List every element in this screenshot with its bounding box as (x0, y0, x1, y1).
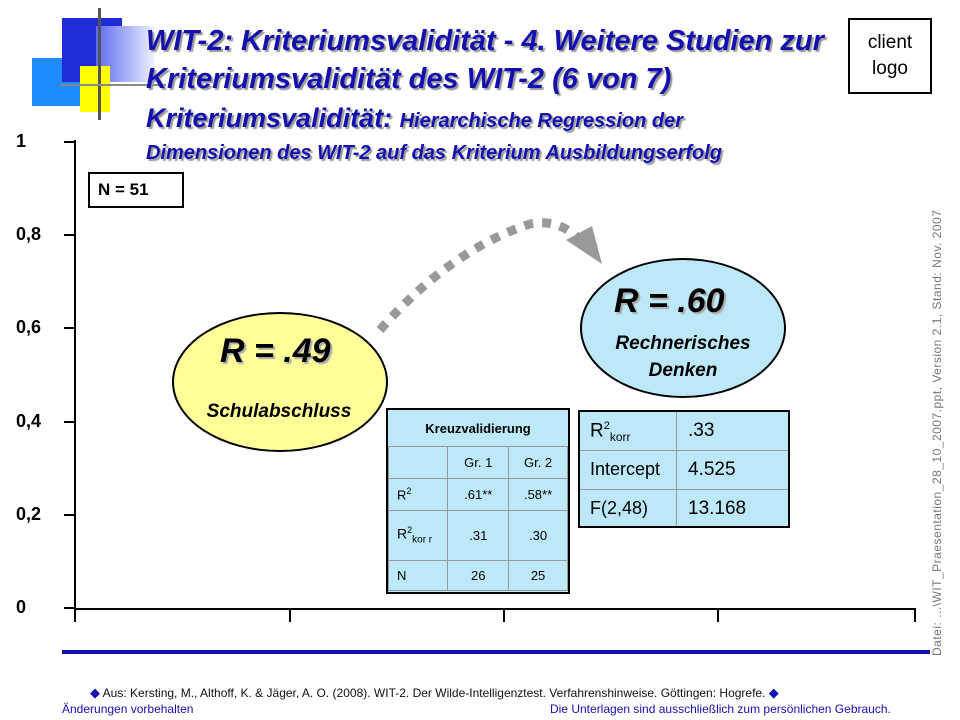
footer-left: Änderungen vorbehalten (62, 702, 194, 716)
client-logo (848, 18, 932, 94)
x-tick (503, 608, 505, 622)
y-tick (64, 141, 74, 143)
y-tick-label: 0,4 (16, 410, 42, 431)
cross-validation-title: Kreuzvalidierung (389, 410, 568, 447)
y-tick-label: 0 (16, 597, 27, 617)
x-tick (914, 608, 916, 622)
stats-value: 13.168 (688, 498, 747, 519)
node-label-1: Schulabschluss (206, 401, 352, 422)
row-label: N (389, 561, 448, 591)
diamond-icon: ◆ (768, 685, 779, 700)
stats-key: $R^2_{korr}$ (590, 420, 631, 445)
y-tick (64, 234, 74, 236)
x-axis (74, 608, 916, 610)
stats-key: F(2,48) (590, 498, 649, 518)
citation-text: Aus: Kersting, M., Althoff, K. & Jäger, A. O. (2008). WIT-2. Der Wilde-Intelligenztest. Verfahrenshinweise. Göttingen: Hogrefe. (102, 686, 766, 700)
table-row (389, 561, 568, 591)
y-tick-label: 1 (16, 131, 27, 151)
dotted-arrow (370, 210, 610, 340)
r-value-1: R = .49 (220, 332, 331, 370)
header-cell (389, 447, 448, 479)
stats-row (580, 451, 788, 490)
x-tick (74, 608, 76, 622)
stats-value: .33 (688, 420, 715, 441)
footer-bar (62, 650, 930, 654)
stats-row (580, 412, 788, 451)
subtitle-line2: Dimensionen des WIT-2 auf das Kriterium Ausbildungserfolg (146, 142, 722, 164)
table-cell: .30 (509, 511, 568, 561)
cross-validation-table (386, 408, 570, 594)
file-info: Datei: ...\WIT_Praesentation_28_10_2007.ppt, Version 2.1, Stand: Nov. 2007 (930, 209, 944, 656)
table-row (389, 479, 568, 511)
table-cell: .61** (448, 479, 509, 511)
page-title: WIT-2: Kriteriumsvalidität - 4. Weitere Studien zur Kriteriumsvalidität des WIT-2 (6 von 7) (146, 25, 824, 95)
client-logo-text: client logo (867, 32, 913, 79)
table-cell: 25 (509, 561, 568, 591)
y-tick (64, 327, 74, 329)
y-tick-label: 0,2 (16, 503, 42, 524)
y-axis (74, 140, 76, 608)
stats-value: 4.525 (688, 459, 736, 480)
subtitle-rest: Hierarchische Regression der (399, 110, 684, 132)
x-tick (289, 608, 291, 622)
sample-size-box: N = 51 (88, 172, 184, 208)
row-label: $R^2$ (389, 479, 448, 511)
y-tick (64, 421, 74, 423)
y-tick (64, 607, 74, 609)
footer-right: Die Unterlagen sind ausschließlich zum persönlichen Gebrauch. (550, 702, 891, 716)
node-label-2: Rechnerisches Denken (615, 333, 751, 381)
logo-line-vertical (98, 8, 101, 120)
subtitle (146, 102, 683, 137)
y-tick-label: 0,8 (16, 224, 42, 245)
diamond-icon: ◆ (90, 685, 100, 700)
table-cell: 26 (448, 561, 509, 591)
table-row (389, 511, 568, 561)
y-tick-label: 0,6 (16, 317, 42, 338)
header-cell: Gr. 1 (448, 447, 509, 479)
table-cell: .58** (509, 479, 568, 511)
r-value-2: R = .60 (614, 282, 725, 320)
cross-validation-grid (388, 410, 568, 591)
subtitle-main: Kriteriumsvalidität: (146, 103, 393, 133)
table-cell: .31 (448, 511, 509, 561)
stats-row (580, 490, 788, 528)
regression-stats-table (578, 410, 790, 528)
row-label: $R^2_{kor r}$ (389, 511, 448, 561)
stats-key: Intercept (590, 459, 661, 479)
x-tick (717, 608, 719, 622)
citation (90, 685, 779, 701)
header-cell: Gr. 2 (509, 447, 568, 479)
y-tick (64, 514, 74, 516)
logo-block-yellow (80, 66, 110, 112)
